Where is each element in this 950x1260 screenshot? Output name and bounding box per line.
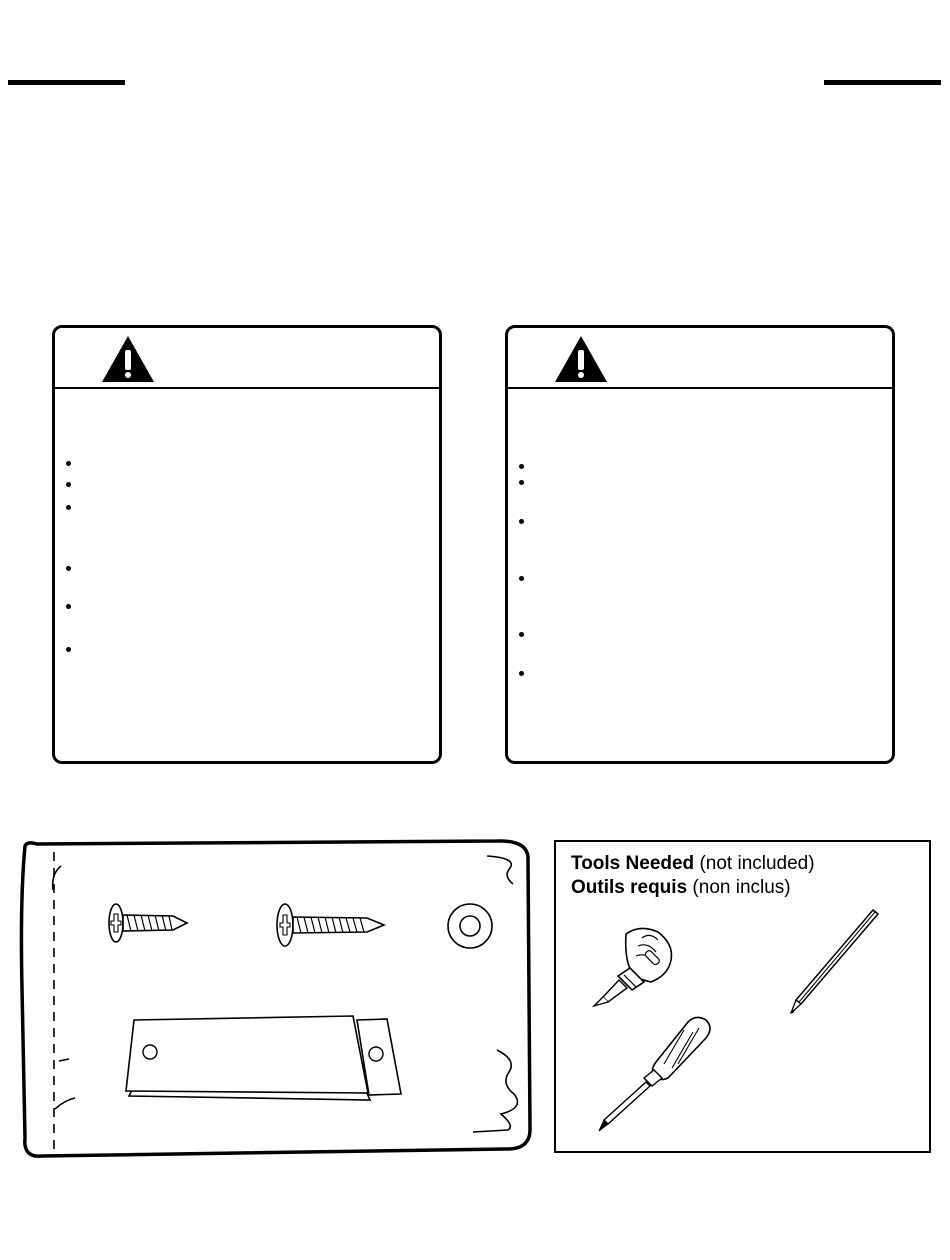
bullet <box>519 464 524 469</box>
bullet <box>519 519 524 524</box>
header-rule-right <box>824 80 941 85</box>
bullet <box>519 480 524 485</box>
bullet <box>66 482 71 487</box>
bullet <box>519 576 524 581</box>
tool-illustrations <box>556 842 929 1151</box>
bullet <box>66 461 71 466</box>
bullet <box>519 632 524 637</box>
tools-needed-fr-label: Outils requis <box>571 877 688 898</box>
pencil-icon <box>791 910 878 1013</box>
warning-header <box>55 328 439 389</box>
bullet <box>519 671 524 676</box>
tools-needed-note: (not included) <box>699 853 815 874</box>
mounting-plate-icon <box>126 1016 401 1100</box>
parts-box <box>17 838 533 1160</box>
bullet <box>66 566 71 571</box>
warning-header <box>508 328 892 389</box>
short-screw-icon <box>109 904 187 942</box>
bullet <box>66 647 71 652</box>
phillips-screwdriver-icon <box>594 928 672 1006</box>
washer-icon <box>448 904 492 948</box>
long-screw-icon <box>277 904 384 946</box>
tools-needed-box <box>554 840 931 1153</box>
bullet <box>66 604 71 609</box>
header-rule-left <box>8 80 125 85</box>
bullet <box>66 505 71 510</box>
warning-box-right <box>505 325 895 764</box>
screwdriver-icon <box>599 1017 710 1131</box>
warning-icon <box>100 334 156 384</box>
warning-box-left <box>52 325 442 764</box>
warning-icon <box>553 334 609 384</box>
tools-needed-fr-note: (non inclus) <box>692 877 791 898</box>
tools-needed-label: Tools Needed <box>571 853 695 874</box>
